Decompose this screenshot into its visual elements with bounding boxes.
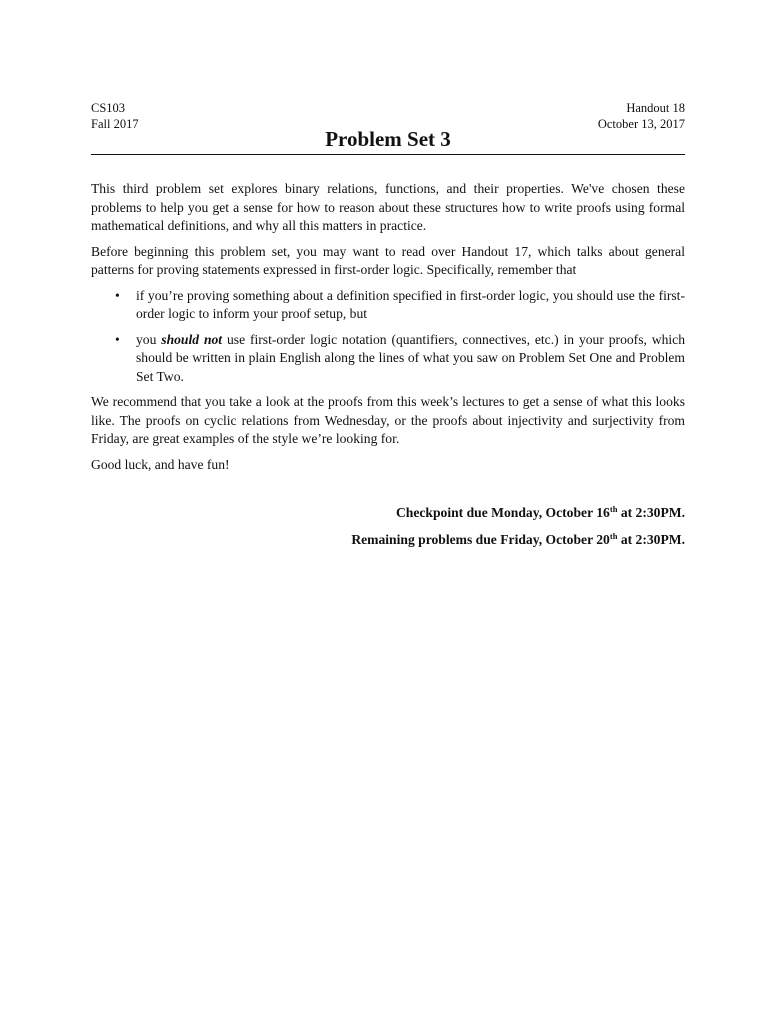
bullet-icon: •: [115, 287, 120, 303]
list-item: [115, 287, 685, 324]
remaining-deadline: [91, 531, 685, 549]
checkpoint-time: at 2:30PM.: [617, 505, 685, 520]
list-item-text: if you’re proving something about a definition specified in first-order logic, you should use the first-order logic to inform your proof setup, but: [136, 287, 685, 321]
list-item: [115, 331, 685, 387]
course-code: CS103: [91, 101, 126, 115]
remaining-ordinal: th: [609, 531, 618, 541]
before-paragraph: Before beginning this problem set, you may want to read over Handout 17, which talks about general patterns for proving statements expressed in first-order logic. Specifically, remember that: [91, 243, 685, 277]
header-row-1: [91, 100, 685, 116]
emphasis-text: should not: [161, 331, 223, 347]
remaining-deadline-text: Remaining problems due Friday, October 20: [351, 532, 610, 547]
handout-body: [91, 180, 685, 474]
recommend-paragraph: We recommend that you take a look at the proofs from this week’s lectures to get a sense of what this looks like. The proofs on cyclic relations from Wednesday, or the proofs about injectivity and surjectivity from Friday, are great examples of the style we’re looking for.: [91, 394, 685, 446]
term: Fall 2017: [91, 117, 139, 131]
reminder-list: [91, 287, 685, 387]
checkpoint-deadline: [91, 504, 685, 522]
intro-paragraph: This third problem set explores binary relations, functions, and their properties. We've chosen these problems to help you get a sense for how to reason about these structures how to write proofs using formal mathematical definitions, and why all this matters in practice.: [91, 181, 685, 233]
checkpoint-deadline-text: Checkpoint due Monday, October 16: [395, 505, 610, 520]
handout-date: October 13, 2017: [597, 117, 685, 131]
list-item-text-start: you: [136, 331, 162, 347]
handout-number: Handout 18: [626, 101, 685, 115]
remaining-time: at 2:30PM.: [617, 532, 685, 547]
page-title: Problem Set 3: [91, 126, 685, 155]
list-item-text-rest: use first-order logic notation (quantifiers, connectives, etc.) in your proofs, which should be written in plain English along the lines of what you saw on Problem Set One and Problem Set Two.: [136, 331, 685, 384]
handout-page: [91, 100, 685, 549]
bullet-icon: •: [115, 331, 120, 347]
closing-line: Good luck, and have fun!: [91, 456, 230, 472]
checkpoint-ordinal: th: [609, 504, 618, 514]
